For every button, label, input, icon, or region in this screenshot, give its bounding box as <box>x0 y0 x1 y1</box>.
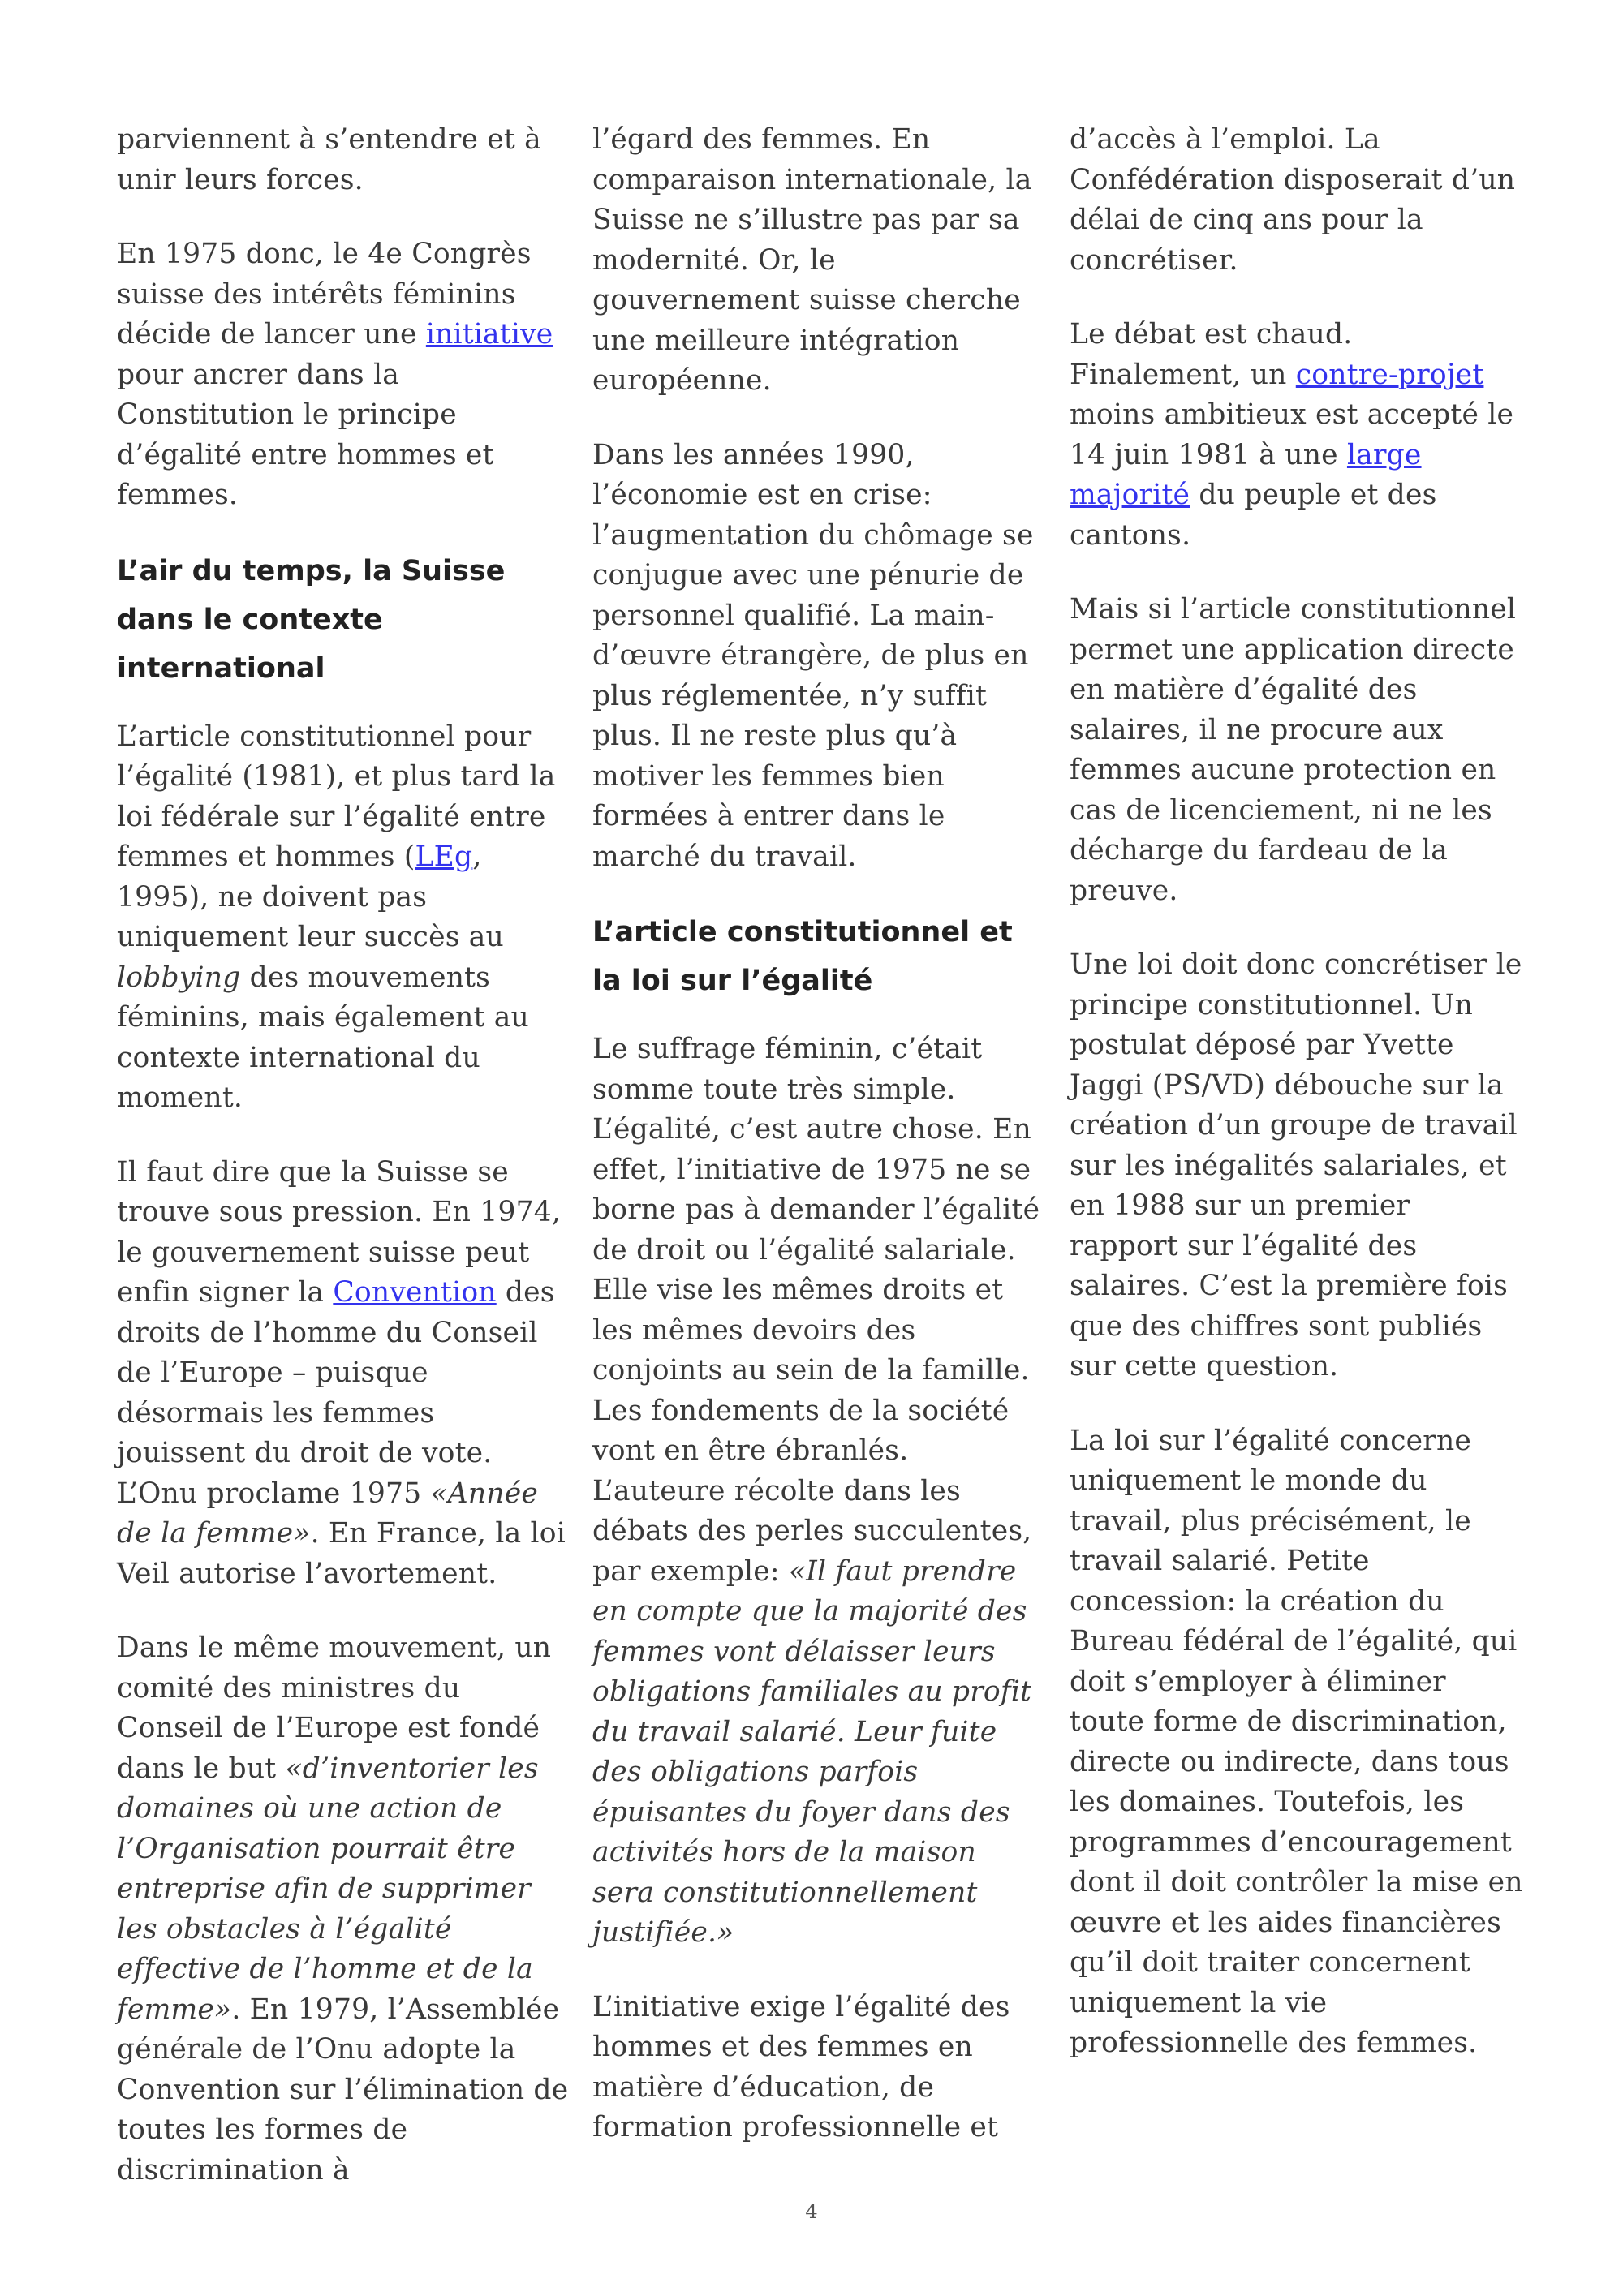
paragraph: d’accès à l’emploi. La Confédération disposerait d’un délai de cinq ans pour la concrétiser. <box>1070 123 1516 277</box>
paragraph: En 1975 donc, le 4e Congrès suisse des intérêts féminins décide de lancer une initiative pour ancrer dans la Constitution le principe d’égalité entre hommes et femmes. <box>117 238 553 511</box>
column-3 <box>1070 120 1524 2098</box>
column-1 <box>117 120 571 2225</box>
paragraph: Mais si l’article constitutionnel permet une application directe en matière d’égalité des salaires, il ne procure aux femmes aucune protection en cas de licenciement, ni ne les décharge du fardeau de la preuve. <box>1070 593 1517 907</box>
page-number: 4 <box>805 2200 818 2223</box>
link-large-majorite[interactable]: large majorité <box>1070 438 1422 511</box>
paragraph: Dans le même mouvement, un comité des ministres du Conseil de l’Europe est fondé dans le but «d’inventorier les domaines où une action de l’Organisation pourrait être entreprise afin de supprimer les obstacles à l’égalité effective de l’homme et de la femme». En 1979, l’Assemblée générale de l’Onu adopte la Convention sur l’élimination de toutes les formes de discrimination à <box>117 1632 569 2186</box>
paragraph: La loi sur l’égalité concerne uniquement le monde du travail, plus précisément, le travail salarié. Petite concession: la création du Bureau fédéral de l’égalité, qui doit s’employer à éliminer toute forme de discrimination, directe ou indirecte, dans tous les domaines. Toutefois, les programmes d’encouragement dont il doit contrôler la mise en œuvre et les aides financières qu’il doit traiter concernent uniquement la vie professionnelle des femmes. <box>1070 1424 1523 2059</box>
column-2 <box>592 120 1043 2182</box>
link-initiative[interactable]: initiative <box>425 318 553 350</box>
paragraph: parviennent à s’entendre et à unir leurs forces. <box>117 123 541 196</box>
section-heading: L’article constitutionnel et la loi sur l’égalité <box>592 916 1013 997</box>
paragraph: L’article constitutionnel pour l’égalité (1981), et plus tard la loi fédérale sur l’égalité entre femmes et hommes (LEg, 1995), ne doivent pas uniquement leur succès au lobbying des mouvements féminins, mais également au contexte international du moment. <box>117 720 556 1114</box>
paragraph: Une loi doit donc concrétiser le principe constitutionnel. Un postulat déposé par Yvette Jaggi (PS/VD) débouche sur la création d’un groupe de travail sur les inégalités salariales, et en 1988 sur un premier rapport sur l’égalité des salaires. C’est la première fois que des chiffres sont publiés sur cette question. <box>1070 948 1522 1382</box>
paragraph: l’égard des femmes. En comparaison internationale, la Suisse ne s’illustre pas par sa modernité. Or, le gouvernement suisse cherche une meilleure intégration européenne. <box>592 123 1032 397</box>
section-heading: L’air du temps, la Suisse dans le contexte international <box>117 554 506 685</box>
paragraph: L’initiative exige l’égalité des hommes et des femmes en matière d’éducation, de formation professionnelle et <box>592 1990 1010 2143</box>
paragraph: Dans les années 1990, l’économie est en crise: l’augmentation du chômage se conjugue avec une pénurie de personnel qualifié. La main-d’œuvre étrangère, de plus en plus réglementée, n’y suffit plus. Il ne reste plus qu’à motiver les femmes bien formées à entrer dans le marché du travail. <box>592 438 1034 873</box>
link-leg[interactable]: LEg <box>415 841 473 873</box>
paragraph: Le débat est chaud. Finalement, un contre-projet moins ambitieux est accepté le 14 juin 1981 à une large majorité du peuple et des cantons. <box>1070 318 1514 552</box>
paragraph: Il faut dire que la Suisse se trouve sous pression. En 1974, le gouvernement suisse peut enfin signer la Convention des droits de l’homme du Conseil de l’Europe – puisque désormais les femmes jouissent du droit de vote. L’Onu proclame 1975 «Année de la femme». En France, la loi Veil autorise l’avortement. <box>117 1155 566 1590</box>
link-convention[interactable]: Convention <box>333 1276 497 1309</box>
link-contre-projet[interactable]: contre-projet <box>1295 358 1484 391</box>
paragraph: Le suffrage féminin, c’était somme toute très simple. L’égalité, c’est autre chose. En effet, l’initiative de 1975 ne se borne pas à demander l’égalité de droit ou l’égalité salariale. Elle vise les mêmes droits et les mêmes devoirs des conjoints au sein de la famille. Les fondements de la société vont en être ébranlés. L’auteure récolte dans les débats des perles succulentes, par exemple: «Il faut prendre en compte que la majorité des femmes vont délaisser leurs obligations familiales au profit du travail salarié. Leur fuite des obligations parfois épuisantes du foyer dans des activités hors de la maison sera constitutionnellement justifiée.» <box>592 1033 1040 1949</box>
